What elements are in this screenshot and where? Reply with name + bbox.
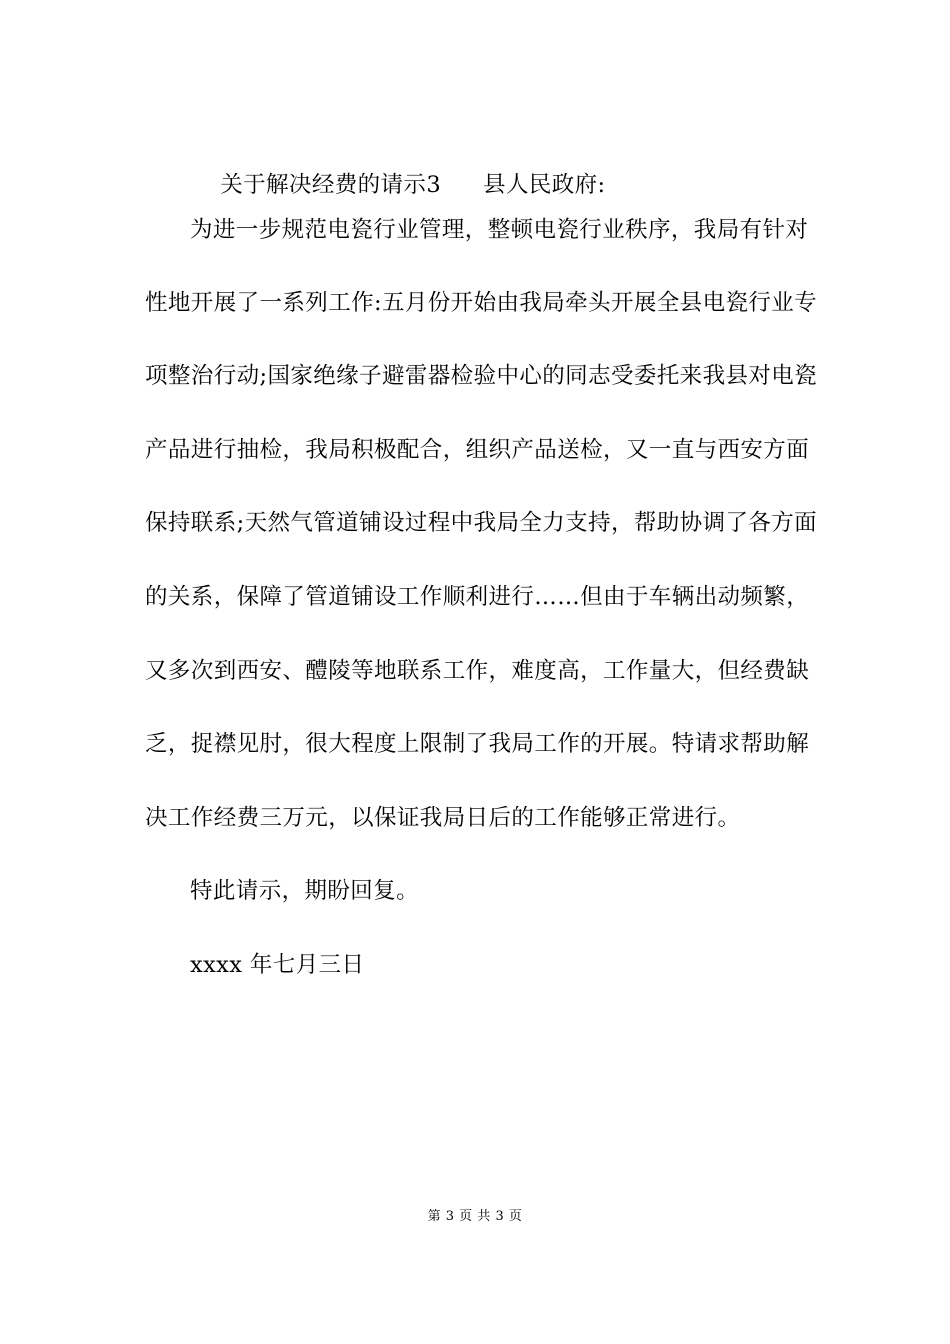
recipient: 县人民政府:: [483, 172, 606, 198]
body-line: 性地开展了一系列工作:五月份开始由我局牵头开展全县电瓷行业专: [145, 290, 818, 316]
body-line: 决工作经费三万元，以保证我局日后的工作能够正常进行。: [145, 805, 741, 831]
date-line: xxxx 年七月三日: [190, 952, 365, 978]
body-line: 为进一步规范电瓷行业管理，整顿电瓷行业秩序，我局有针对: [190, 217, 809, 243]
closing-line: 特此请示，期盼回复。: [190, 878, 420, 904]
body-line: 又多次到西安、醴陵等地联系工作，难度高，工作量大，但经费缺: [145, 658, 810, 684]
body-line: 乏，捉襟见肘，很大程度上限制了我局工作的开展。特请求帮助解: [145, 731, 810, 757]
document-title: 关于解决经费的请示3: [220, 172, 442, 198]
body-line: 的关系，保障了管道铺设工作顺利进行……但由于车辆出动频繁，: [145, 584, 810, 610]
body-line: 项整治行动;国家绝缘子避雷器检验中心的同志受委托来我县对电瓷: [145, 363, 818, 389]
body-line: 保持联系;天然气管道铺设过程中我局全力支持，帮助协调了各方面: [145, 510, 818, 536]
body-line: 产品进行抽检，我局积极配合，组织产品送检，又一直与西安方面: [145, 437, 810, 463]
page-footer: 第 3 页 共 3 页: [427, 1209, 523, 1224]
